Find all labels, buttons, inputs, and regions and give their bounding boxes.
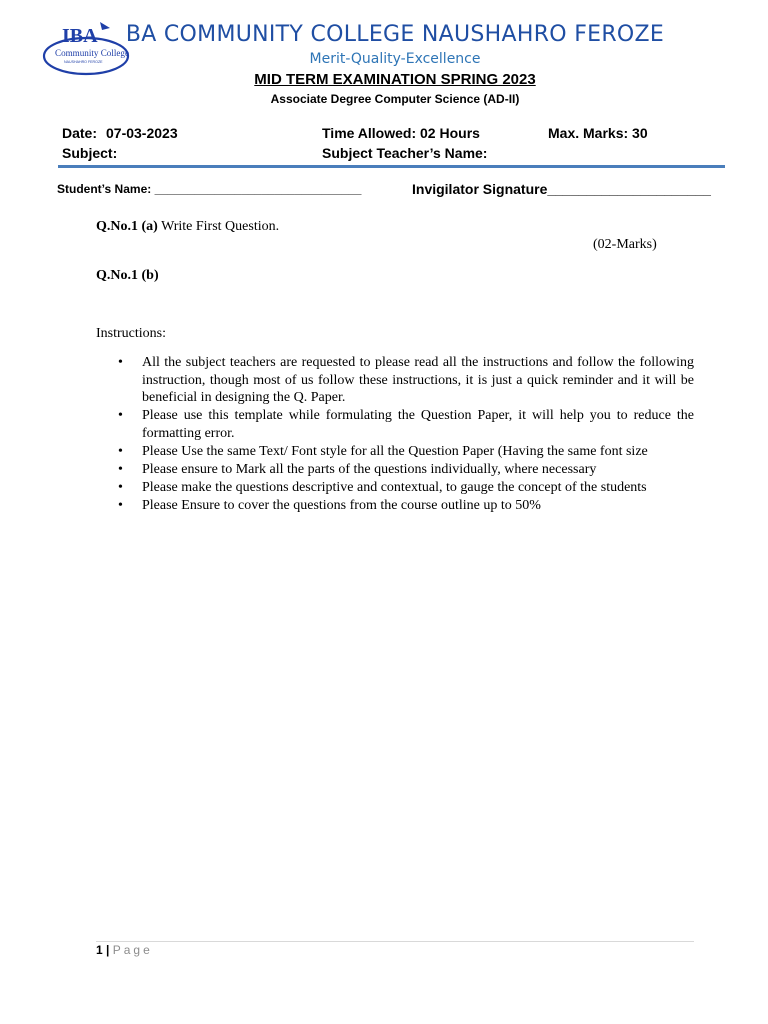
instruction-text: All the subject teachers are requested to please read all the instructions and follow the following instruction, though most of us follow these instructions, it is just a quick reminder and it will be beneficial in designing the Q. Paper. xyxy=(142,355,694,405)
date-value: 07-03-2023 xyxy=(106,125,178,141)
bullet-icon: • xyxy=(118,461,123,477)
question-1b-label: Q.No.1 (b) xyxy=(96,268,159,283)
subject-label: Subject: xyxy=(62,145,118,161)
exam-title: MID TERM EXAMINATION SPRING 2023 xyxy=(254,71,536,88)
instruction-item xyxy=(118,407,694,442)
page-number: 1 xyxy=(96,943,103,957)
logo-text-community: Community College xyxy=(55,49,129,59)
instruction-item xyxy=(118,443,694,461)
college-name: BA COMMUNITY COLLEGE NAUSHAHRO FEROZE xyxy=(125,22,665,47)
instruction-item xyxy=(118,479,694,497)
page-footer xyxy=(96,943,153,957)
instructions-list xyxy=(118,354,694,515)
instruction-item xyxy=(118,461,694,479)
instruction-text: Please Ensure to cover the questions from the course outline up to 50% xyxy=(142,497,541,513)
instruction-text: Please make the questions descriptive and contextual, to gauge the concept of the students xyxy=(142,479,647,495)
logo-text-iba: IBA xyxy=(62,25,98,47)
question-1a-marks: (02-Marks) xyxy=(593,237,657,252)
invigilator-signature-field: Invigilator Signature_____________________ xyxy=(412,181,711,197)
bullet-icon: • xyxy=(118,479,123,495)
bullet-icon: • xyxy=(118,497,123,513)
date-label: Date: xyxy=(62,125,98,141)
page-word: Page xyxy=(112,943,153,957)
bullet-icon: • xyxy=(118,408,123,423)
question-1b xyxy=(96,268,159,284)
bullet-icon: • xyxy=(118,443,123,459)
footer-separator: | xyxy=(102,943,113,957)
question-1a-text: Write First Question. xyxy=(157,219,280,234)
instruction-item xyxy=(118,354,694,407)
instruction-text: Please ensure to Mark all the parts of the questions individually, where necessary xyxy=(142,461,597,477)
question-1a xyxy=(96,219,279,235)
motto: Merit-Quality-Excellence xyxy=(309,51,481,67)
subject-teacher-label: Subject Teacher’s Name: xyxy=(322,145,488,161)
degree-title: Associate Degree Computer Science (AD-II) xyxy=(270,92,520,106)
max-marks: Max. Marks: 30 xyxy=(548,125,648,141)
instructions-label: Instructions: xyxy=(96,326,166,341)
bullet-icon: • xyxy=(118,355,123,370)
instruction-text: Please use this template while formulating the Question Paper, it will help you to reduce the formatting error. xyxy=(142,408,694,441)
footer-divider xyxy=(96,941,694,942)
time-allowed: Time Allowed: 02 Hours xyxy=(322,125,480,141)
logo-text-location: NAUSHAHRO FEROZE xyxy=(64,60,103,64)
header-divider xyxy=(58,165,725,168)
student-name-field: Student’s Name: _______________________________ xyxy=(57,182,362,196)
instruction-item xyxy=(118,497,694,515)
question-1a-label: Q.No.1 (a) xyxy=(96,219,158,234)
instruction-text: Please Use the same Text/ Font style for all the Question Paper (Having the same font size xyxy=(142,443,648,459)
